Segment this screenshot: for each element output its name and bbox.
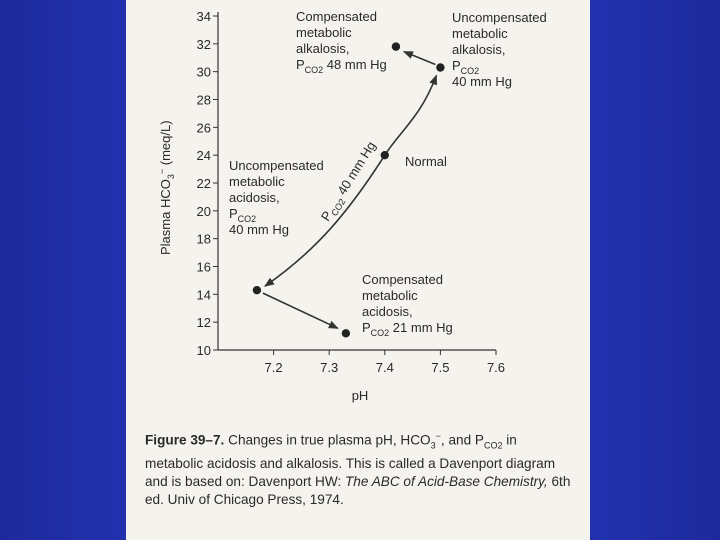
y-tick-label: 14 <box>196 287 211 303</box>
annotation-pco2-subscript: CO2 <box>237 214 257 224</box>
arrow-acidosis-compensation <box>263 293 338 328</box>
caption-hco3-subscript: 3 <box>430 440 436 451</box>
x-tick-label: 7.4 <box>375 360 394 375</box>
annotation-line: metabolic <box>229 174 285 189</box>
x-tick-label: 7.2 <box>264 360 283 375</box>
annotation-pco2-p: P <box>362 320 371 335</box>
annotation-pco2-subscript: CO2 <box>370 328 390 338</box>
y-axis-label-superscript: − <box>157 168 167 175</box>
x-tick-label: 7.6 <box>486 360 506 375</box>
y-tick-label: 32 <box>196 36 211 52</box>
y-tick-label: 26 <box>196 120 211 136</box>
annotation-pco2-value: 21 mm Hg <box>389 320 453 335</box>
y-axis-label-text: Plasma HCO <box>158 179 173 255</box>
y-tick-label: 18 <box>196 231 211 247</box>
data-point-uncomp-acid <box>253 286 261 294</box>
annotation-line: alkalosis, <box>452 42 506 57</box>
x-axis-label: pH <box>351 388 369 403</box>
caption-text-1: Changes in true plasma pH, HCO <box>224 432 431 448</box>
annotation-line: acidosis, <box>229 190 280 205</box>
x-tick-label: 7.3 <box>320 360 339 375</box>
y-axis-label <box>157 120 176 255</box>
caption-text-2: , and P <box>440 432 484 448</box>
annotation-pco2 <box>296 57 387 75</box>
annotation-uncomp-alk <box>452 10 547 89</box>
annotation-pco2-p: P <box>296 57 305 72</box>
y-tick-label: 12 <box>196 315 211 331</box>
annotation-line: metabolic <box>362 288 418 303</box>
annotation-comp-acid <box>362 272 453 338</box>
caption-pco2-subscript: CO2 <box>483 440 503 451</box>
caption-hco3-superscript: − <box>435 431 441 441</box>
y-tick-label: 24 <box>196 148 211 164</box>
y-axis-label-subscript: 3 <box>166 174 176 180</box>
curve-label-subscript: CO2 <box>329 196 348 218</box>
annotation-pco2-p: P <box>229 206 238 221</box>
annotation-pco2-subscript: CO2 <box>460 66 480 76</box>
annotation-line: 40 mm Hg <box>229 222 289 237</box>
annotation-line: Uncompensated <box>229 158 324 173</box>
annotation-line: metabolic <box>296 25 352 40</box>
annotation-line: 40 mm Hg <box>452 74 512 89</box>
annotation-line: metabolic <box>452 26 508 41</box>
annotation-line: acidosis, <box>362 304 413 319</box>
annotation-pco2-subscript: CO2 <box>304 65 324 75</box>
y-tick-label: 28 <box>196 92 211 108</box>
annotation-line: alkalosis, <box>296 41 350 56</box>
annotation-uncomp-acid <box>229 158 324 237</box>
caption-text-4: 6th ed. Univ of Chicago Press, 1974. <box>145 473 571 507</box>
annotation-pco2-p: P <box>452 58 461 73</box>
annotation-normal <box>405 154 447 169</box>
caption-book-title: The ABC of Acid-Base Chemistry, <box>345 473 548 489</box>
y-tick-label: 20 <box>196 203 211 219</box>
arrow-alkalosis-compensation <box>404 52 435 65</box>
annotation-group <box>229 9 547 338</box>
annotation-comp-alk <box>296 9 387 75</box>
curve-label-text: 40 mm Hg <box>332 138 379 201</box>
annotation-pco2 <box>362 320 453 338</box>
annotation-line: Compensated <box>296 9 377 24</box>
figure-caption <box>145 428 575 508</box>
annotation-pco2-value: 48 mm Hg <box>323 57 387 72</box>
y-axis-label-unit: (meq/L) <box>158 120 173 169</box>
x-tick-label: 7.5 <box>431 360 450 375</box>
annotation-line: Compensated <box>362 272 443 287</box>
caption-figure-label: Figure 39–7. <box>145 432 225 448</box>
data-point-uncomp-alk <box>436 63 444 71</box>
data-point-comp-acid <box>342 329 350 337</box>
caption-text-3: in metabolic acidosis and alkalosis. This is called a Davenport diagram and is based on: Davenport HW: <box>145 432 556 489</box>
curve-normal-to-alkalosis <box>385 75 437 155</box>
y-tick-label: 34 <box>196 9 211 24</box>
annotation-line: Uncompensated <box>452 10 547 25</box>
annotation-line: Normal <box>405 154 447 169</box>
data-point-comp-alk <box>392 42 400 50</box>
y-tick-label: 22 <box>196 176 211 191</box>
y-tick-label: 10 <box>196 343 211 358</box>
curve-label-p: P <box>317 208 336 224</box>
y-tick-label: 16 <box>196 259 211 275</box>
curve-label <box>318 139 381 226</box>
data-point-normal <box>381 151 389 159</box>
y-tick-label: 30 <box>196 64 211 80</box>
